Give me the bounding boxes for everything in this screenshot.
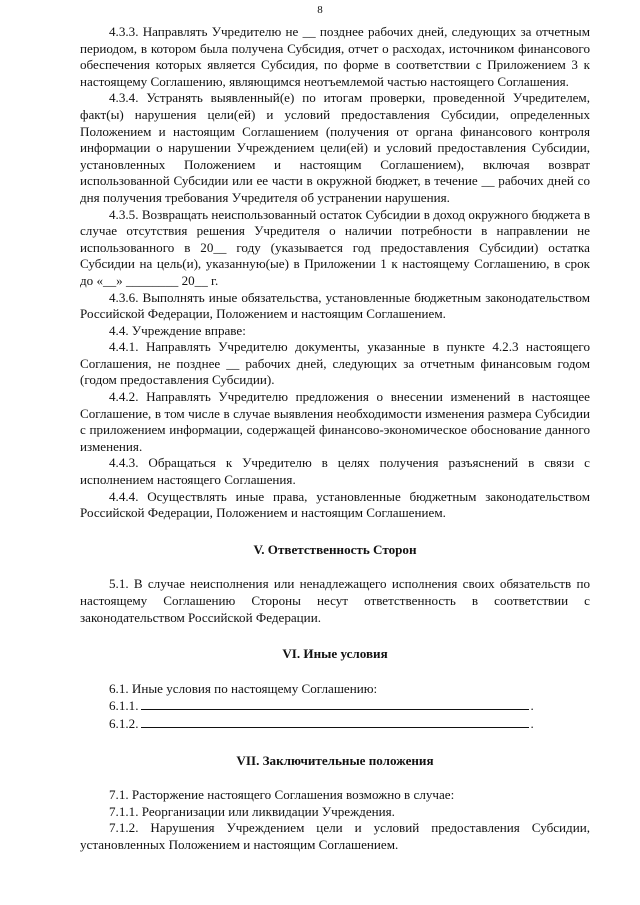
- paragraph-4-4-2: 4.4.2. Направлять Учредителю предложения о внесении изменений в настоящее Соглашение, в том числе в случае выявления необходимости изменения размера Субсидии с приложением информации, содержащей финансово-экономическое обоснование данного изменения.: [80, 389, 590, 454]
- paragraph-4-4-4: 4.4.4. Осуществлять иные права, установленные бюджетным законодательством Российской Федерации, Положением и настоящим Соглашением.: [80, 488, 590, 521]
- line-end-period: .: [530, 715, 534, 731]
- paragraph-4-3-3: 4.3.3. Направлять Учредителю не __ позднее рабочих дней, следующих за отчетным периодом, в котором была получена Субсидия, отчет о расходах, источником финансового обеспечения которых является Субсидия, по форме в соответствии с Приложением 3 к настоящему Соглашению, являющимся неотъемлемой частью настоящего Соглашения.: [80, 24, 590, 89]
- paragraph-4-3-4: 4.3.4. Устранять выявленный(е) по итогам проверки, проведенной Учредителем, факт(ы) нарушения цели(ей) и условий предоставления Субсидии, определенных Положением и настоящим Соглашением (получения от органа финансового контроля информации о нарушении Учреждением цели(ей) и условий предоставления Субсидии, установленных Положением и настоящим Соглашением), включая возврат использованной Субсидии или ее части в окружной бюджет, в течение __ рабочих дней со дня получения требования Учредителя об устранении нарушения.: [80, 90, 590, 205]
- fill-in-line: [141, 715, 529, 728]
- paragraph-4-4-1: 4.4.1. Направлять Учредителю документы, указанные в пункте 4.2.3 настоящего Соглашения, не позднее __ рабочих дней, следующих за отчетным финансовым годом (годом предоставления Субсидии).: [80, 339, 590, 388]
- page-number: 8: [317, 4, 323, 16]
- paragraph-4-4: 4.4. Учреждение вправе:: [109, 322, 246, 338]
- fill-in-line: [141, 697, 529, 710]
- blank-item-6-1-2: [80, 715, 590, 733]
- paragraph-5-1: 5.1. В случае неисполнения или ненадлежащего исполнения своих обязательств по настоящему Соглашению Стороны несут ответственность в соответствии с законодательством Российской Федерации.: [80, 576, 590, 625]
- paragraph-4-3-6: 4.3.6. Выполнять иные обязательства, установленные бюджетным законодательством Российской Федерации, Положением и настоящим Соглашением.: [80, 289, 590, 322]
- blank-item-label: 6.1.2.: [109, 715, 139, 731]
- section-7-heading: VII. Заключительные положения: [236, 752, 434, 768]
- blank-item-label: 6.1.1.: [109, 698, 139, 714]
- paragraph-7-1: 7.1. Расторжение настоящего Соглашения возможно в случае:: [109, 787, 455, 803]
- paragraph-4-4-3: 4.4.3. Обращаться к Учредителю в целях получения разъяснений в связи с исполнением настоящего Соглашения.: [80, 455, 590, 488]
- paragraph-7-1-2: 7.1.2. Нарушения Учреждением цели и условий предоставления Субсидии, установленных Положением и настоящим Соглашением.: [80, 820, 590, 852]
- paragraph-4-3-5: 4.3.5. Возвращать неиспользованный остаток Субсидии в доход окружного бюджета в случае отсутствия решения Учредителя о наличии потребности в направлении не использованного в 20__ году (указывается год предоставления Субсидии) остатка Субсидии на цель(и), указанную(ые) в Приложении 1 к настоящему Соглашению, в срок до «__» ________ 20__ г.: [80, 206, 590, 288]
- section-6-heading: VI. Иные условия: [282, 646, 388, 662]
- line-end-period: .: [530, 698, 534, 714]
- section-5-heading: V. Ответственность Сторон: [253, 541, 417, 557]
- paragraph-7-1-1: 7.1.1. Реорганизации или ликвидации Учреждения.: [109, 803, 395, 819]
- document-body: [80, 24, 590, 854]
- blank-item-6-1-1: [80, 697, 590, 715]
- paragraph-6-1: 6.1. Иные условия по настоящему Соглашению:: [109, 680, 378, 696]
